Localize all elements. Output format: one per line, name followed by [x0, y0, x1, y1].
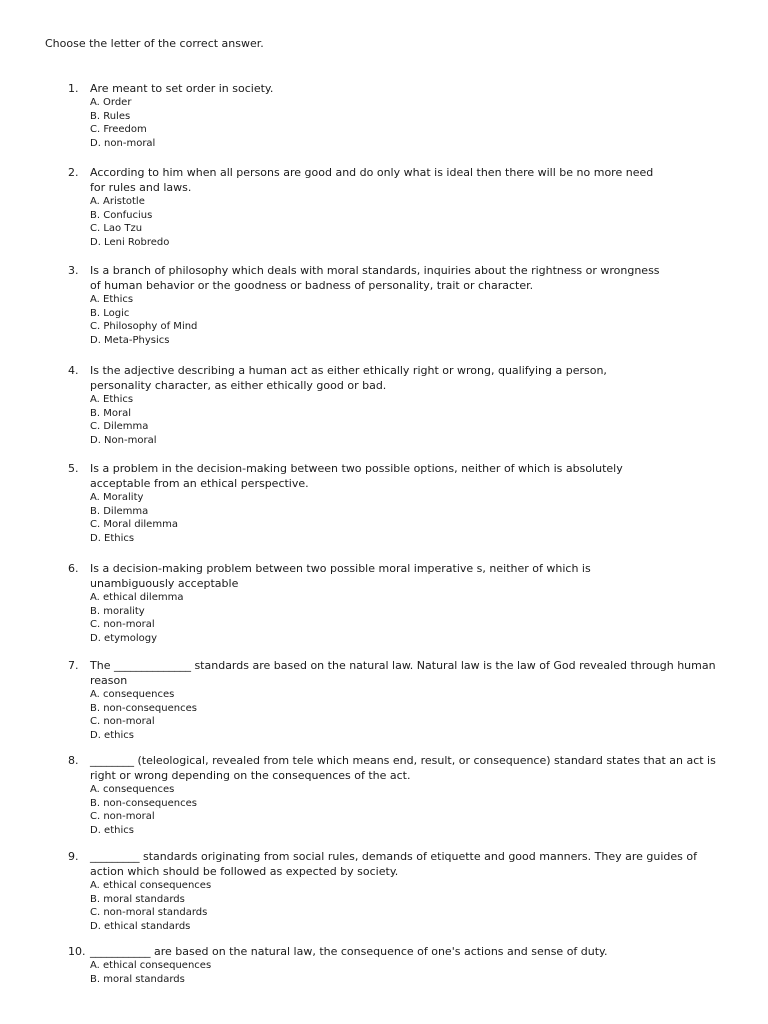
question-item [68, 944, 728, 986]
question-number: 10. [68, 945, 86, 958]
answer-choice: A. Morality [90, 492, 144, 503]
answer-choice: B. Rules [90, 110, 131, 122]
answer-choice: D. etymology [90, 633, 158, 645]
question-item [68, 165, 728, 250]
instruction-text: Choose the letter of the correct answer. [45, 37, 264, 50]
question-text: _________ standards originating from social rules, demands of etiquette and good manners. They are guides of action which should be followed as expected by society. [90, 850, 697, 878]
question-number: 8. [68, 754, 79, 767]
answer-choice: A. ethical consequences [90, 880, 212, 891]
question-text: Is a decision-making problem between two possible moral imperative s, neither of which is unambiguously acceptable [90, 562, 591, 590]
answer-choice: C. Philosophy of Mind [90, 321, 198, 333]
question-text: According to him when all persons are good and do only what is ideal then there will be no more need for rules and laws. [90, 166, 654, 194]
question-text: Are meant to set order in society. [90, 82, 274, 95]
answer-choice: C. Moral dilemma [90, 519, 178, 531]
answer-choice: D. ethics [90, 730, 134, 742]
question-item [68, 753, 728, 838]
answer-choice: B. Dilemma [90, 505, 149, 517]
answer-choice: B. moral standards [90, 973, 185, 985]
answer-choice: C. non-moral [90, 619, 155, 631]
answer-choice: C. Lao Tzu [90, 223, 143, 235]
answer-choice: C. Freedom [90, 124, 147, 136]
question-text: ________ (teleological, revealed from tele which means end, result, or consequence) standard states that an act is right or wrong depending on the consequences of the act. [90, 754, 716, 782]
answer-choice: B. Moral [90, 407, 131, 419]
question-item [68, 658, 728, 743]
answer-choice: D. Leni Robredo [90, 237, 170, 249]
answer-choice: D. non-moral [90, 138, 156, 150]
question-number: 2. [68, 166, 79, 179]
answer-choice: B. Confucius [90, 209, 153, 221]
answer-choice: C. non-moral standards [90, 907, 208, 919]
answer-choice: C. Dilemma [90, 421, 149, 433]
answer-choice: A. Aristotle [90, 196, 145, 207]
answer-choice: B. Logic [90, 307, 130, 319]
answer-choice: A. Ethics [90, 394, 134, 405]
answer-choice: A. consequences [90, 689, 175, 700]
question-number: 6. [68, 562, 79, 575]
question-item [68, 461, 728, 546]
question-item [68, 363, 728, 448]
answer-choice: A. ethical dilemma [90, 592, 184, 603]
answer-choice: A. Ethics [90, 294, 134, 305]
question-item [68, 263, 728, 348]
answer-choice: B. morality [90, 605, 145, 617]
answer-choice: D. ethical standards [90, 921, 191, 933]
answer-choice: B. moral standards [90, 893, 185, 905]
question-number: 7. [68, 659, 79, 672]
answer-choice: B. non-consequences [90, 702, 197, 714]
question-item [68, 81, 728, 151]
answer-choice: B. non-consequences [90, 797, 197, 809]
question-item [68, 849, 728, 934]
question-item [68, 561, 728, 646]
question-number: 3. [68, 264, 79, 277]
answer-choice: D. Meta-Physics [90, 335, 170, 347]
answer-choice: A. Order [90, 97, 132, 108]
question-number: 4. [68, 364, 79, 377]
question-text: Is the adjective describing a human act as either ethically right or wrong, qualifying a person, personality character, as either ethically good or bad. [90, 364, 607, 392]
answer-choice: D. ethics [90, 825, 134, 837]
question-text: Is a branch of philosophy which deals with moral standards, inquiries about the rightness or wrongness of human behavior or the goodness or badness of personality, trait or character. [90, 264, 660, 292]
answer-choice: C. non-moral [90, 716, 155, 728]
question-number: 1. [68, 82, 79, 95]
answer-choice: D. Non-moral [90, 435, 157, 447]
answer-choice: A. ethical consequences [90, 960, 212, 971]
answer-choice: A. consequences [90, 784, 175, 795]
question-text: Is a problem in the decision-making between two possible options, neither of which is absolutely acceptable from an ethical perspective. [90, 462, 623, 490]
question-text: The ______________ standards are based on the natural law. Natural law is the law of God revealed through human reason [90, 659, 716, 687]
question-text: ___________ are based on the natural law, the consequence of one's actions and sense of duty. [90, 945, 608, 958]
question-number: 9. [68, 850, 79, 863]
answer-choice: D. Ethics [90, 533, 135, 545]
answer-choice: C. non-moral [90, 811, 155, 823]
question-number: 5. [68, 462, 79, 475]
